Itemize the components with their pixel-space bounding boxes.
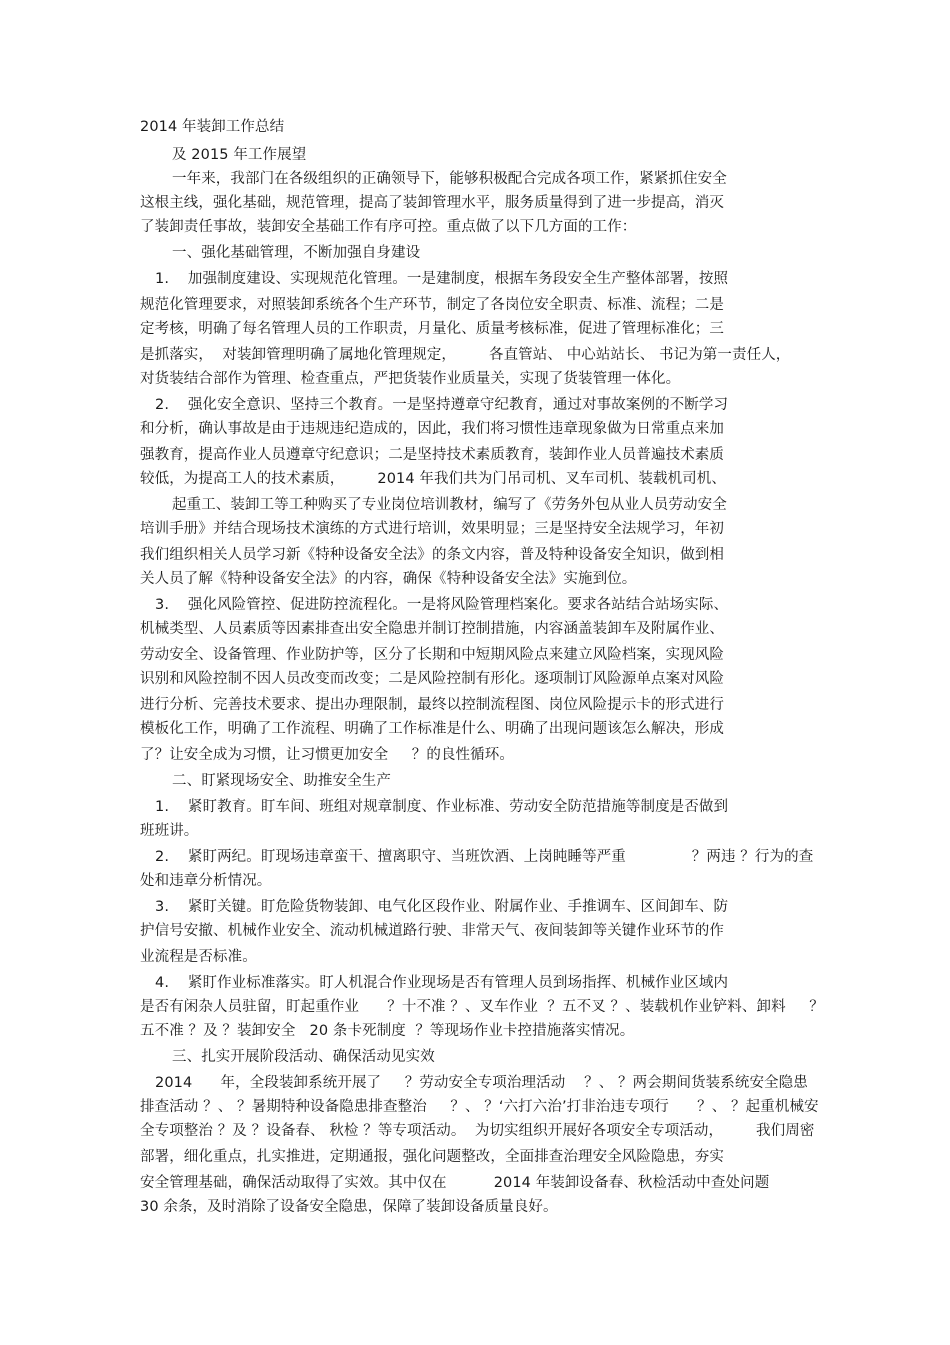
body-line: 业流程是否标准。 xyxy=(140,949,257,965)
body-line: 一、强化基础管理，不断加强自身建设 xyxy=(172,245,421,261)
body-line: 安全管理基础，确保活动取得了实效。其中仅在 2014 年装卸设备春、秋检活动中查处问题 xyxy=(140,1175,770,1191)
body-line: 进行分析、完善技术要求、提出办理限制，最终以控制流程图、岗位风险提示卡的形式进行 xyxy=(140,697,724,713)
body-line: 五不准 ？及 ？装卸安全 20 条卡死制度 ？等现场作业卡控措施落实情况。 xyxy=(140,1023,635,1039)
body-line: 排查活动 ？、 ？暑期特种设备隐患排查整治 ？、 ？‘六打六治’打非治违专项行 ？、 ？起重机械安 xyxy=(140,1099,819,1115)
body-line: 1. 紧盯教育。盯车间、班组对规章制度、作业标准、劳动安全防范措施等制度是否做到 xyxy=(155,799,729,815)
body-line: 2014 年，全段装卸系统开展了 ？劳动安全专项治理活动 ？、 ？两会期间货装系统安全隐患 xyxy=(155,1075,808,1091)
body-line: 起重工、装卸工等工种购买了专业岗位培训教材，编写了《劳务外包从业人员劳动安全 xyxy=(172,497,727,513)
body-line: 培训手册》并结合现场技术演练的方式进行培训，效果明显；三是坚持安全法规学习，年初 xyxy=(140,521,724,537)
body-line: 了？让安全成为习惯，让习惯更加安全 ？的良性循环。 xyxy=(140,747,514,763)
body-line: 对货装结合部作为管理、检查重点，严把货装作业质量关，实现了货装管理一体化。 xyxy=(140,371,681,387)
body-line: 2. 强化安全意识、坚持三个教育。一是坚持遵章守纪教育，通过对事故案例的不断学习 xyxy=(155,397,729,413)
body-line: 3. 强化风险管控、促进防控流程化。一是将风险管理档案化。要求各站结合站场实际、 xyxy=(155,597,729,613)
body-line: 班班讲。 xyxy=(140,823,199,839)
body-line: 这根主线，强化基础，规范管理，提高了装卸管理水平，服务质量得到了进一步提高，消灭 xyxy=(140,195,724,211)
body-line: 护信号安撤、机械作业安全、流动机械道路行驶、非常天气、夜间装卸等关键作业环节的作 xyxy=(140,923,724,939)
body-line: 规范化管理要求，对照装卸系统各个生产环节，制定了各岗位安全职责、标准、流程；二是 xyxy=(140,297,724,313)
body-line: 我们组织相关人员学习新《特种设备安全法》的条文内容，普及特种设备安全知识，做到相 xyxy=(140,547,724,563)
document-subtitle: 及 2015 年工作展望 xyxy=(172,147,307,163)
body-line: 3. 紧盯关键。盯危险货物装卸、电气化区段作业、附属作业、手推调车、区间卸车、防 xyxy=(155,899,729,915)
body-line: 是否有闲杂人员驻留，盯起重作业 ？十不准 ？、叉车作业 ？五不叉 ？、装载机作业铲料、卸料 ？ xyxy=(140,999,824,1015)
body-line: 1. 加强制度建设、实现规范化管理。一是建制度，根据车务段安全生产整体部署，按照 xyxy=(155,271,729,287)
body-line: 模板化工作，明确了工作流程、明确了工作标准是什么、明确了出现问题该怎么解决，形成 xyxy=(140,721,724,737)
body-line: 机械类型、人员素质等因素排查出安全隐患并制订控制措施，内容涵盖装卸车及附属作业、 xyxy=(140,621,724,637)
body-line: 和分析，确认事故是由于违规违纪造成的，因此，我们将习惯性违章现象做为日常重点来加 xyxy=(140,421,724,437)
body-line: 关人员了解《特种设备安全法》的内容，确保《特种设备安全法》实施到位。 xyxy=(140,571,637,587)
body-line: 了装卸责任事故，装卸安全基础工作有序可控。重点做了以下几方面的工作： xyxy=(140,219,637,235)
body-line: 强教育，提高作业人员遵章守纪意识；二是坚持技术素质教育，装卸作业人员普遍技术素质 xyxy=(140,447,724,463)
body-line: 识别和风险控制不因人员改变而改变；二是风险控制有形化。逐项制订风险源单点案对风险 xyxy=(140,671,724,687)
body-line: 2. 紧盯两纪。盯现场违章蛮干、擅离职守、当班饮酒、上岗盹睡等严重 ？两违 ？行为的查 xyxy=(155,849,814,865)
document-title: 2014 年装卸工作总结 xyxy=(140,119,285,135)
body-line: 4. 紧盯作业标准落实。盯人机混合作业现场是否有管理人员到场指挥、机械作业区域内 xyxy=(155,975,729,991)
body-line: 30 余条，及时消除了设备安全隐患，保障了装卸设备质量良好。 xyxy=(140,1199,558,1215)
body-line: 劳动安全、设备管理、作业防护等，区分了长期和中短期风险点来建立风险档案，实现风险 xyxy=(140,647,724,663)
body-line: 是抓落实， 对装卸管理明确了属地化管理规定， 各直管站、 中心站站长、 书记为第一责任人， xyxy=(140,347,791,363)
body-line: 全专项整治 ？及 ？设备春、 秋检 ？等专项活动。 为切实组织开展好各项安全专项活动， 我们周密 xyxy=(140,1123,815,1139)
body-line: 定考核，明确了每名管理人员的工作职责，月量化、质量考核标准，促进了管理标准化；三 xyxy=(140,321,724,337)
body-line: 部署，细化重点，扎实推进，定期通报，强化问题整改，全面排查治理安全风险隐患，夯实 xyxy=(140,1149,724,1165)
body-line: 较低，为提高工人的技术素质， 2014 年我们共为门吊司机、叉车司机、装载机司机、 xyxy=(140,471,726,487)
body-line: 一年来，我部门在各级组织的正确领导下，能够积极配合完成各项工作，紧紧抓住安全 xyxy=(172,171,727,187)
body-line: 三、扎实开展阶段活动、确保活动见实效 xyxy=(172,1049,435,1065)
body-line: 二、盯紧现场安全、助推安全生产 xyxy=(172,773,391,789)
body-line: 处和违章分析情况。 xyxy=(140,873,272,889)
